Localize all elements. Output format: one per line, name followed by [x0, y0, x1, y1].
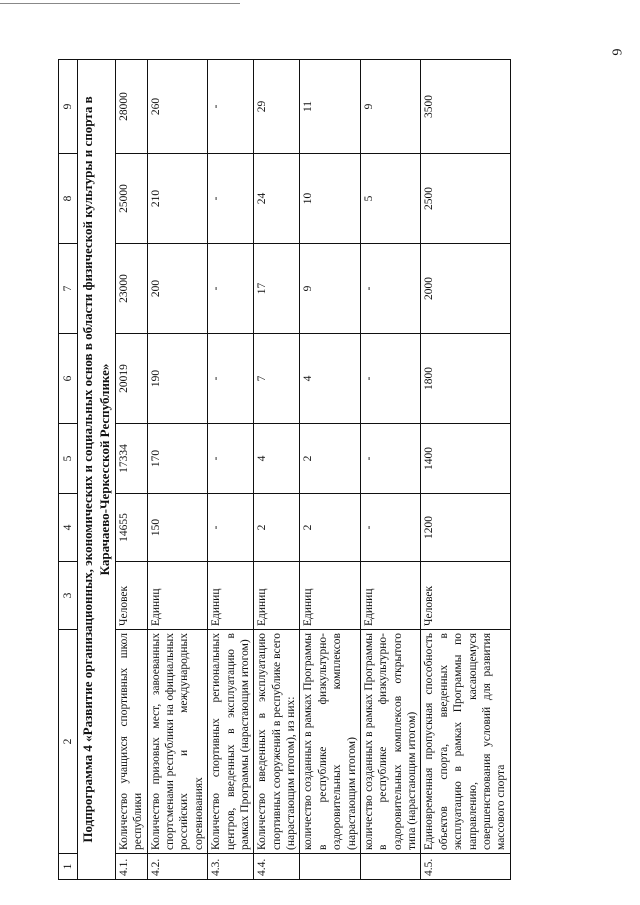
- row-value: 17334: [115, 424, 147, 494]
- row-value: 24: [254, 154, 300, 244]
- page-number: 6: [608, 48, 624, 56]
- row-value: 14655: [115, 494, 147, 562]
- row-description: Количество учащихся спортивных школ республики: [115, 630, 147, 854]
- row-value: -: [360, 424, 421, 494]
- row-value: -: [208, 60, 254, 154]
- row-description: Количество спортивных региональных центров, введенных в эксплуатацию в рамках Программы (нарастающим итогом): [208, 630, 254, 854]
- section-row: [78, 60, 116, 880]
- row-value: -: [208, 154, 254, 244]
- row-value: 5: [360, 154, 421, 244]
- row-value: 23000: [115, 244, 147, 334]
- row-value: -: [360, 244, 421, 334]
- row-value: 2: [300, 424, 361, 494]
- row-value: 1800: [421, 334, 510, 424]
- row-value: 9: [360, 60, 421, 154]
- row-value: 2000: [421, 244, 510, 334]
- table-row: [254, 60, 300, 880]
- row-value: -: [360, 494, 421, 562]
- row-number: [300, 854, 361, 880]
- col-header: 3: [59, 562, 78, 630]
- col-header: 1: [59, 854, 78, 880]
- table-row: [300, 60, 361, 880]
- row-description: Количество призовых мест, завоеванных спортсменами республики на официальных российских и международных соревнованиях: [147, 630, 208, 854]
- row-value: 260: [147, 60, 208, 154]
- col-header: 4: [59, 494, 78, 562]
- row-value: -: [208, 424, 254, 494]
- row-number: 4.2.: [147, 854, 208, 880]
- row-number: [360, 854, 421, 880]
- row-value: 10: [300, 154, 361, 244]
- row-number: 4.3.: [208, 854, 254, 880]
- row-value: 200: [147, 244, 208, 334]
- row-value: 190: [147, 334, 208, 424]
- row-value: -: [208, 244, 254, 334]
- row-value: 1200: [421, 494, 510, 562]
- col-header: 2: [59, 630, 78, 854]
- row-value: -: [360, 334, 421, 424]
- row-value: 17: [254, 244, 300, 334]
- col-header: 6: [59, 334, 78, 424]
- table-row: [147, 60, 208, 880]
- col-header: 8: [59, 154, 78, 244]
- rotated-table-wrapper: [58, 60, 511, 880]
- row-value: -: [208, 494, 254, 562]
- row-unit: Единиц: [208, 562, 254, 630]
- row-value: 11: [300, 60, 361, 154]
- row-unit: Человек: [421, 562, 510, 630]
- row-description: количество созданных в рамках Программы в республике физкультурно-оздоровительных комплексов открытого типа (нарастающим итогом): [360, 630, 421, 854]
- table-row: [360, 60, 421, 880]
- row-value: 170: [147, 424, 208, 494]
- row-unit: Единиц: [300, 562, 361, 630]
- row-number: 4.1.: [115, 854, 147, 880]
- row-value: 7: [254, 334, 300, 424]
- row-value: 4: [300, 334, 361, 424]
- row-unit: Единиц: [254, 562, 300, 630]
- row-number: 4.5.: [421, 854, 510, 880]
- row-value: 20019: [115, 334, 147, 424]
- row-description: Количество введенных в эксплуатацию спортивных сооружений в республике всего (нарастающим итогом), из них:: [254, 630, 300, 854]
- row-value: 2: [254, 494, 300, 562]
- table-row: [115, 60, 147, 880]
- row-unit: Единиц: [147, 562, 208, 630]
- column-number-row: [59, 60, 78, 880]
- col-header: 9: [59, 60, 78, 154]
- row-value: 210: [147, 154, 208, 244]
- row-description: Единовременная пропускная способность объектов спорта, введенных в эксплуатацию в рамках Программы по направлению, касающемуся совершенствования условий для развития массового спорта: [421, 630, 510, 854]
- row-value: 9: [300, 244, 361, 334]
- top-rule: [0, 3, 240, 4]
- row-value: 28000: [115, 60, 147, 154]
- row-value: 2500: [421, 154, 510, 244]
- row-number: 4.4.: [254, 854, 300, 880]
- row-value: 29: [254, 60, 300, 154]
- row-value: 3500: [421, 60, 510, 154]
- row-value: -: [208, 334, 254, 424]
- col-header: 5: [59, 424, 78, 494]
- row-value: 2: [300, 494, 361, 562]
- row-unit: Единиц: [360, 562, 421, 630]
- row-value: 1400: [421, 424, 510, 494]
- table-row: [208, 60, 254, 880]
- indicators-table: [58, 59, 511, 880]
- row-value: 25000: [115, 154, 147, 244]
- row-value: 150: [147, 494, 208, 562]
- section-title: Подпрограмма 4 «Развитие организационных, экономических и социальных основ в области физической культуры и спорта в Карачаево-Черкесской Республике»: [78, 60, 116, 880]
- col-header: 7: [59, 244, 78, 334]
- table-row: [421, 60, 510, 880]
- row-value: 4: [254, 424, 300, 494]
- row-description: количество созданных в рамках Программы в республике физкультурно-оздоровительных комплексов (нарастающим итогом): [300, 630, 361, 854]
- row-unit: Человек: [115, 562, 147, 630]
